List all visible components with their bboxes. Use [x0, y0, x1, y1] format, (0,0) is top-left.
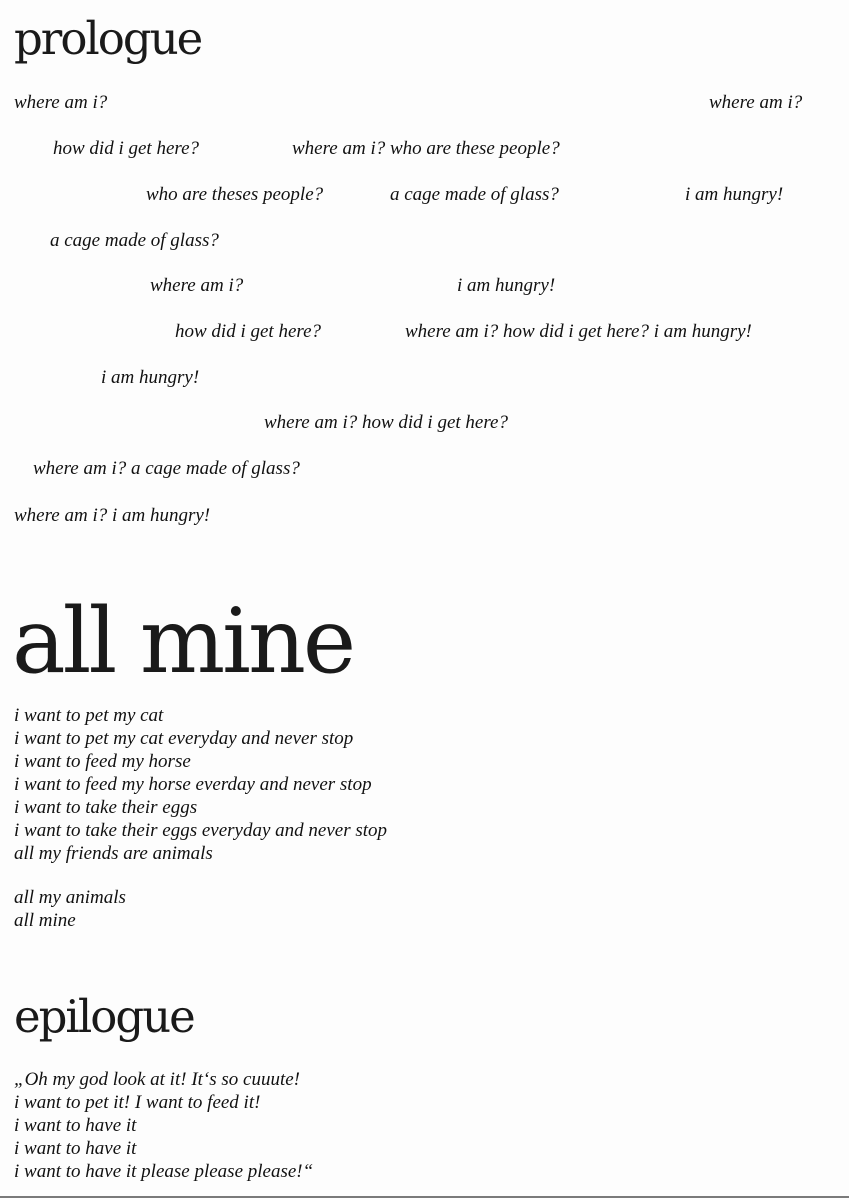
prologue-phrase: where am i? how did i get here?	[264, 412, 508, 433]
poem-line: i want to have it	[14, 1138, 137, 1159]
poem-line: all my animals	[14, 887, 126, 908]
prologue-title: prologue	[14, 12, 202, 65]
poem-line: i want to pet it! I want to feed it!	[14, 1092, 261, 1113]
prologue-phrase: how did i get here?	[175, 321, 321, 342]
prologue-phrase: i am hungry!	[457, 275, 556, 296]
prologue-phrase: i am hungry!	[685, 184, 784, 205]
all-mine-poem	[14, 704, 387, 865]
all-mine-title: all mine	[12, 589, 354, 694]
poem-line: i want to have it please please please!“	[14, 1161, 314, 1182]
prologue-phrase: where am i? who are these people?	[292, 138, 560, 159]
poem-line: all my friends are animals	[14, 843, 213, 864]
prologue-phrase: where am i?	[14, 92, 108, 113]
prologue-phrase: where am i?	[709, 92, 803, 113]
prologue-phrase: i am hungry!	[101, 367, 200, 388]
poem-line: „Oh my god look at it! It‘s so cuuute!	[14, 1069, 301, 1090]
page-bottom-edge	[0, 1196, 849, 1198]
poem-line: i want to feed my horse everday and never stop	[14, 774, 372, 795]
poem-line: i want to have it	[14, 1115, 137, 1136]
all-mine-coda	[14, 886, 126, 932]
poem-line: i want to take their eggs	[14, 797, 198, 818]
epilogue-title: epilogue	[14, 990, 194, 1043]
prologue-phrase: how did i get here?	[53, 138, 199, 159]
poem-line: i want to pet my cat everyday and never stop	[14, 728, 354, 749]
poem-line: i want to feed my horse	[14, 751, 191, 772]
prologue-phrase: where am i? i am hungry!	[14, 505, 211, 526]
poem-line: i want to take their eggs everyday and never stop	[14, 820, 388, 841]
prologue-phrase: where am i? a cage made of glass?	[33, 458, 300, 479]
prologue-phrase: a cage made of glass?	[390, 184, 559, 205]
prologue-phrase: who are theses people?	[146, 184, 324, 205]
poem-line: all mine	[14, 910, 76, 931]
epilogue-poem	[14, 1068, 313, 1183]
poem-line: i want to pet my cat	[14, 705, 164, 726]
prologue-phrase: a cage made of glass?	[50, 230, 219, 251]
prologue-phrase: where am i?	[150, 275, 244, 296]
prologue-phrase: where am i? how did i get here? i am hungry!	[405, 321, 752, 342]
